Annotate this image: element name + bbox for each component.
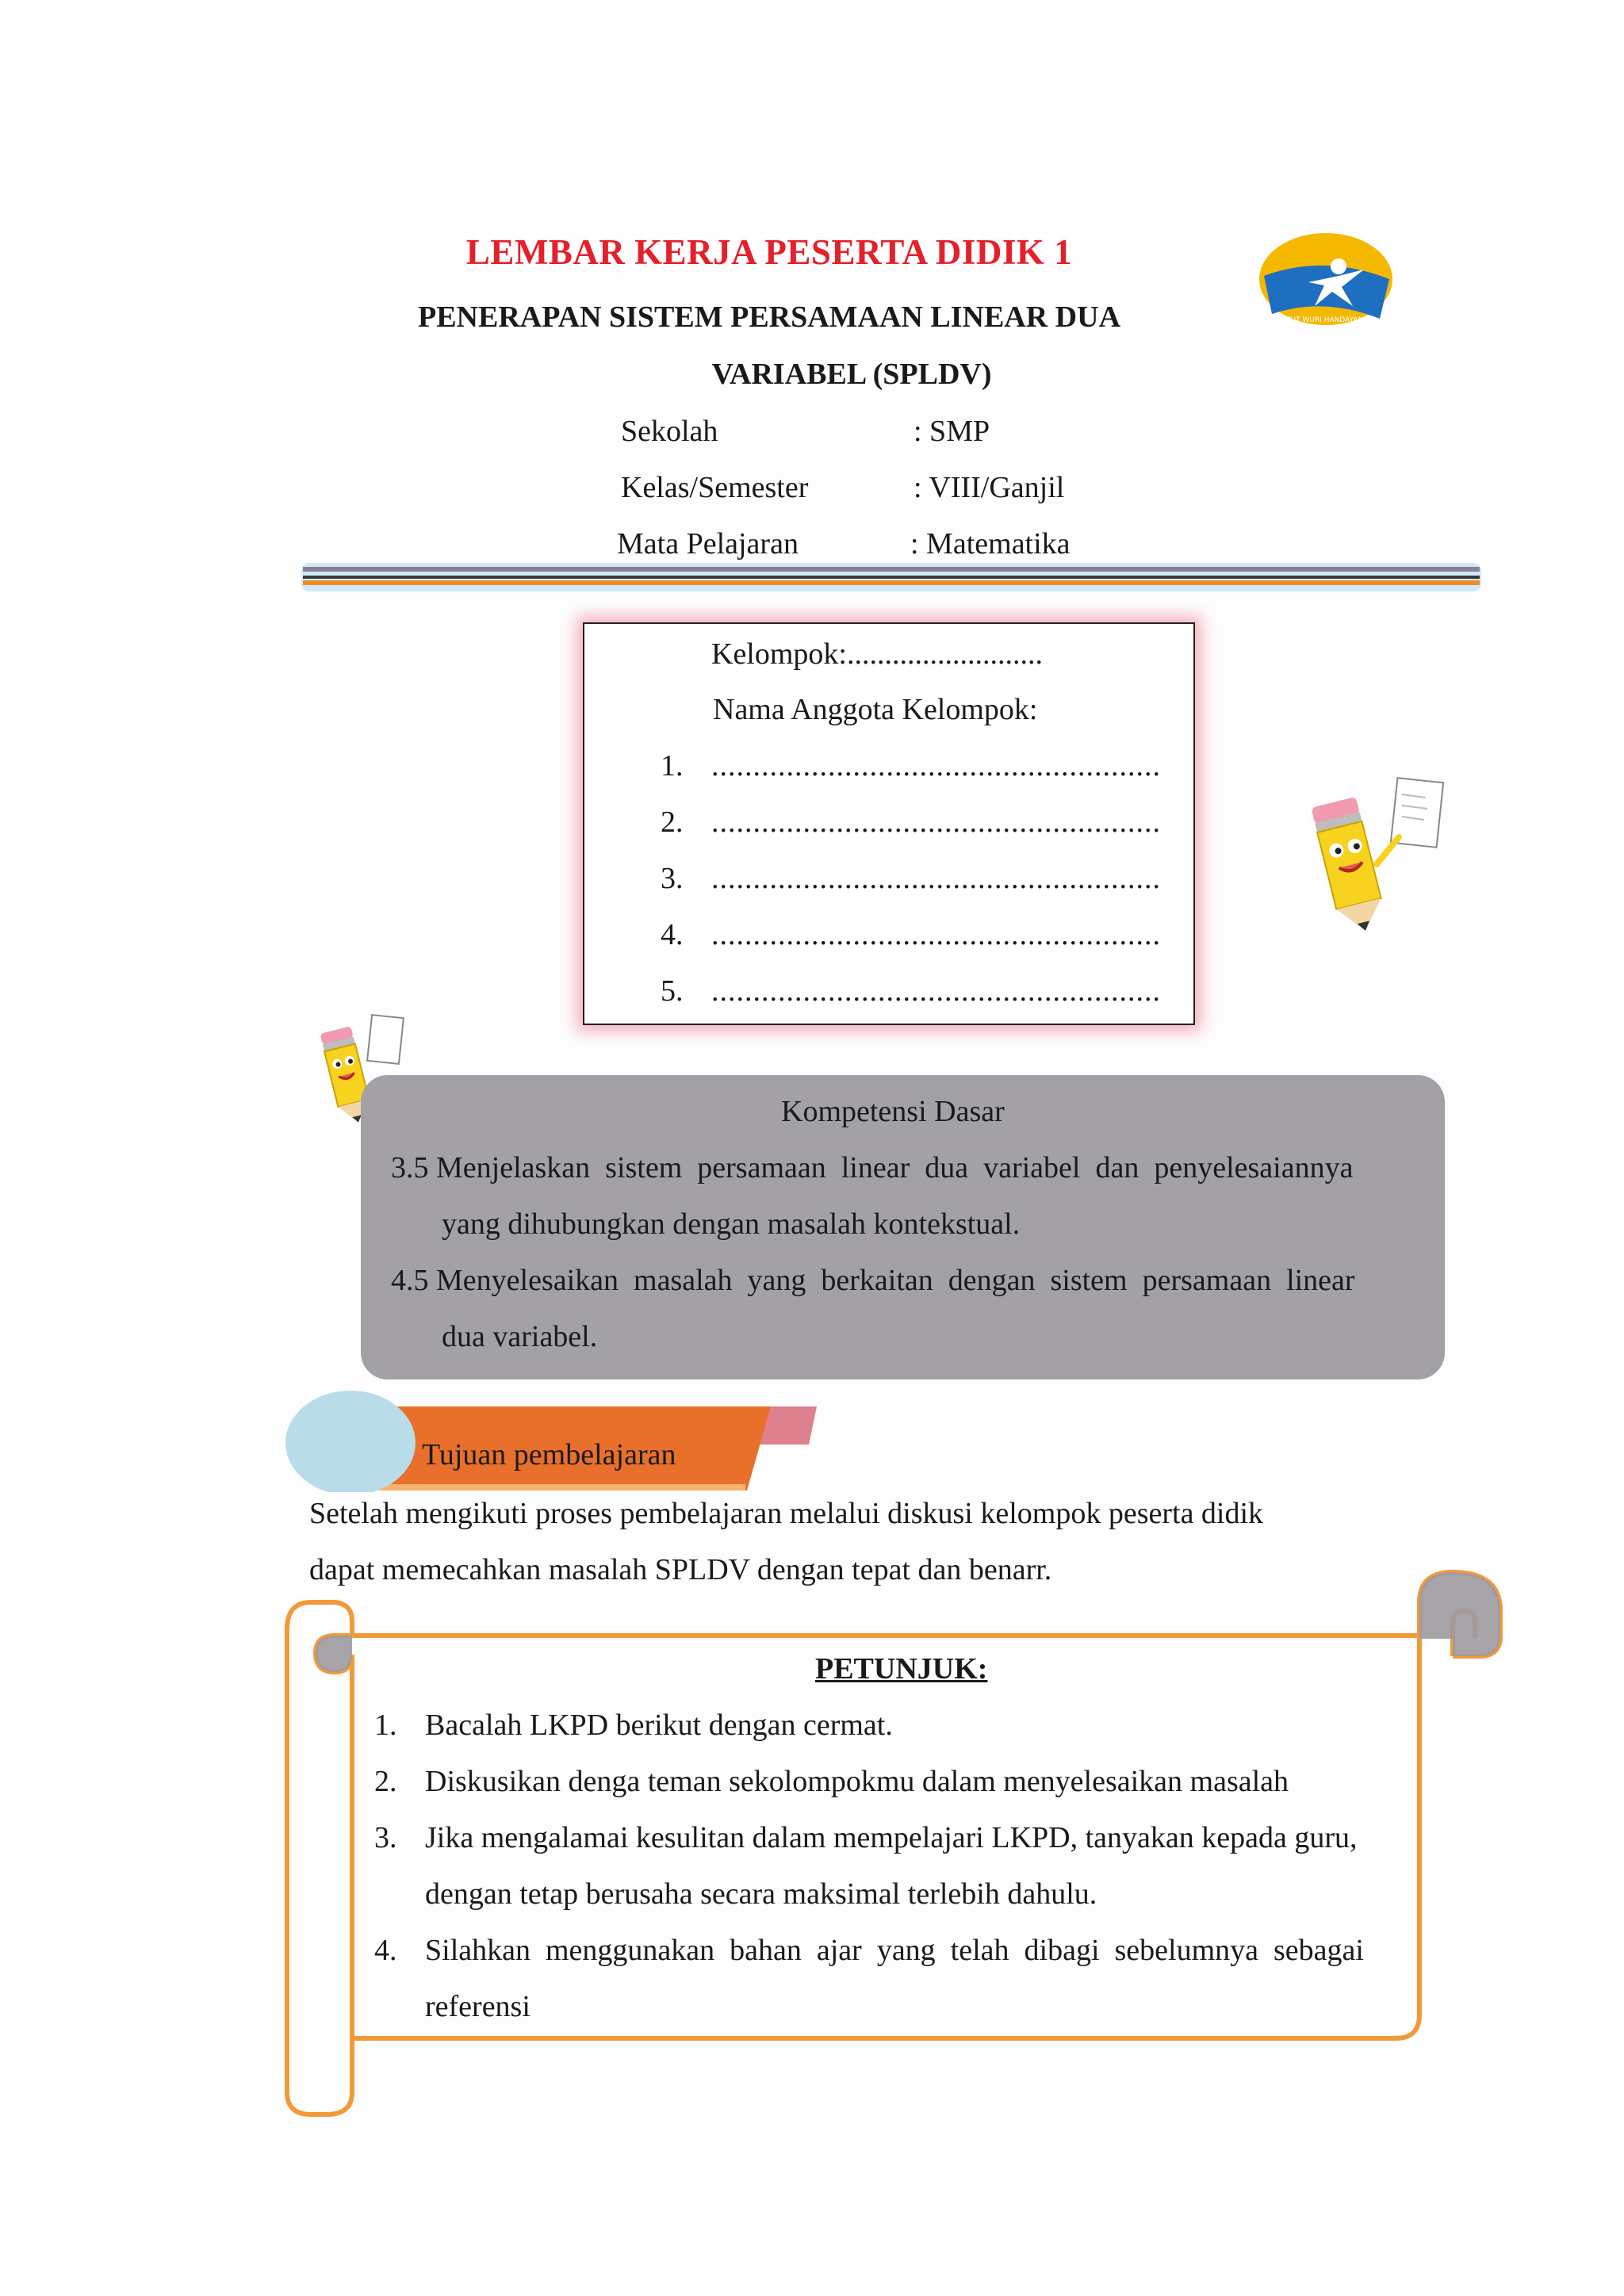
anggota-line: ......................................................	[711, 862, 1161, 895]
kompetensi-item-3-5: 3.5 Menjelaskan sistem persamaan linear dua variabel dan penyelesaiannya	[391, 1151, 1354, 1184]
meta-label: Sekolah	[621, 415, 718, 448]
tujuan-text-line-2: dapat memecahkan masalah SPLDV dengan tepat dan benarr.	[309, 1553, 1052, 1586]
petunjuk-number: 1.	[374, 1709, 397, 1742]
anggota-number: 2.	[661, 806, 684, 839]
tujuan-text-line-1: Setelah mengikuti proses pembelajaran melalui diskusi kelompok peserta didik	[309, 1497, 1264, 1530]
meta-value: : SMP	[914, 415, 990, 448]
anggota-label: Nama Anggota Kelompok:	[713, 693, 1038, 726]
kompetensi-title: Kompetensi Dasar	[781, 1095, 1005, 1128]
tujuan-title: Tujuan pembelajaran	[422, 1438, 676, 1471]
meta-value: : VIII/Ganjil	[914, 471, 1065, 504]
anggota-line: ......................................................	[711, 806, 1161, 839]
petunjuk-item-1: Bacalah LKPD berikut dengan cermat.	[425, 1709, 893, 1742]
kompetensi-item-3-5-cont: yang dihubungkan dengan masalah kontekstual.	[442, 1207, 1021, 1241]
header-divider	[301, 560, 1481, 595]
anggota-number: 4.	[661, 918, 684, 951]
petunjuk-item-4: Silahkan menggunakan bahan ajar yang telah dibagi sebelumnya sebagai	[425, 1934, 1364, 1967]
petunjuk-item-4-cont: referensi	[425, 1990, 530, 2023]
kompetensi-dasar-box	[361, 1075, 1445, 1380]
petunjuk-item-3-cont: dengan tetap berusaha secara maksimal terlebih dahulu.	[425, 1877, 1097, 1911]
kompetensi-item-4-5-cont: dua variabel.	[442, 1320, 598, 1353]
subtitle-line-1: PENERAPAN SISTEM PERSAMAAN LINEAR DUA	[417, 300, 1121, 334]
anggota-line: ......................................................	[711, 749, 1161, 783]
anggota-number: 5.	[661, 974, 684, 1008]
group-box	[583, 622, 1195, 1025]
page-title: LEMBAR KERJA PESERTA DIDIK 1	[465, 232, 1073, 272]
anggota-line: ......................................................	[711, 974, 1161, 1008]
meta-label: Kelas/Semester	[621, 471, 809, 504]
kelompok-field: Kelompok:..........................	[711, 637, 1043, 671]
svg-text:TUT WURI HANDAYANI: TUT WURI HANDAYANI	[1286, 316, 1365, 324]
petunjuk-item-2: Diskusikan denga teman sekolompokmu dalam menyelesaikan masalah	[425, 1765, 1289, 1798]
anggota-line: ......................................................	[711, 918, 1161, 951]
petunjuk-number: 2.	[374, 1765, 397, 1798]
anggota-number: 3.	[661, 862, 684, 895]
anggota-number: 1.	[661, 749, 684, 783]
petunjuk-number: 3.	[374, 1821, 397, 1854]
meta-label: Mata Pelajaran	[617, 527, 799, 561]
kompetensi-item-4-5: 4.5 Menyelesaikan masalah yang berkaitan dengan sistem persamaan linear	[391, 1264, 1355, 1297]
subtitle-line-2: VARIABEL (SPLDV)	[711, 358, 992, 391]
petunjuk-item-3: Jika mengalamai kesulitan dalam mempelajari LKPD, tanyakan kepada guru,	[425, 1821, 1358, 1854]
pencil-mascot-icon	[1283, 771, 1450, 937]
petunjuk-title: PETUNJUK:	[815, 1652, 988, 1686]
meta-value: : Matematika	[910, 527, 1071, 561]
petunjuk-number: 4.	[374, 1934, 397, 1967]
